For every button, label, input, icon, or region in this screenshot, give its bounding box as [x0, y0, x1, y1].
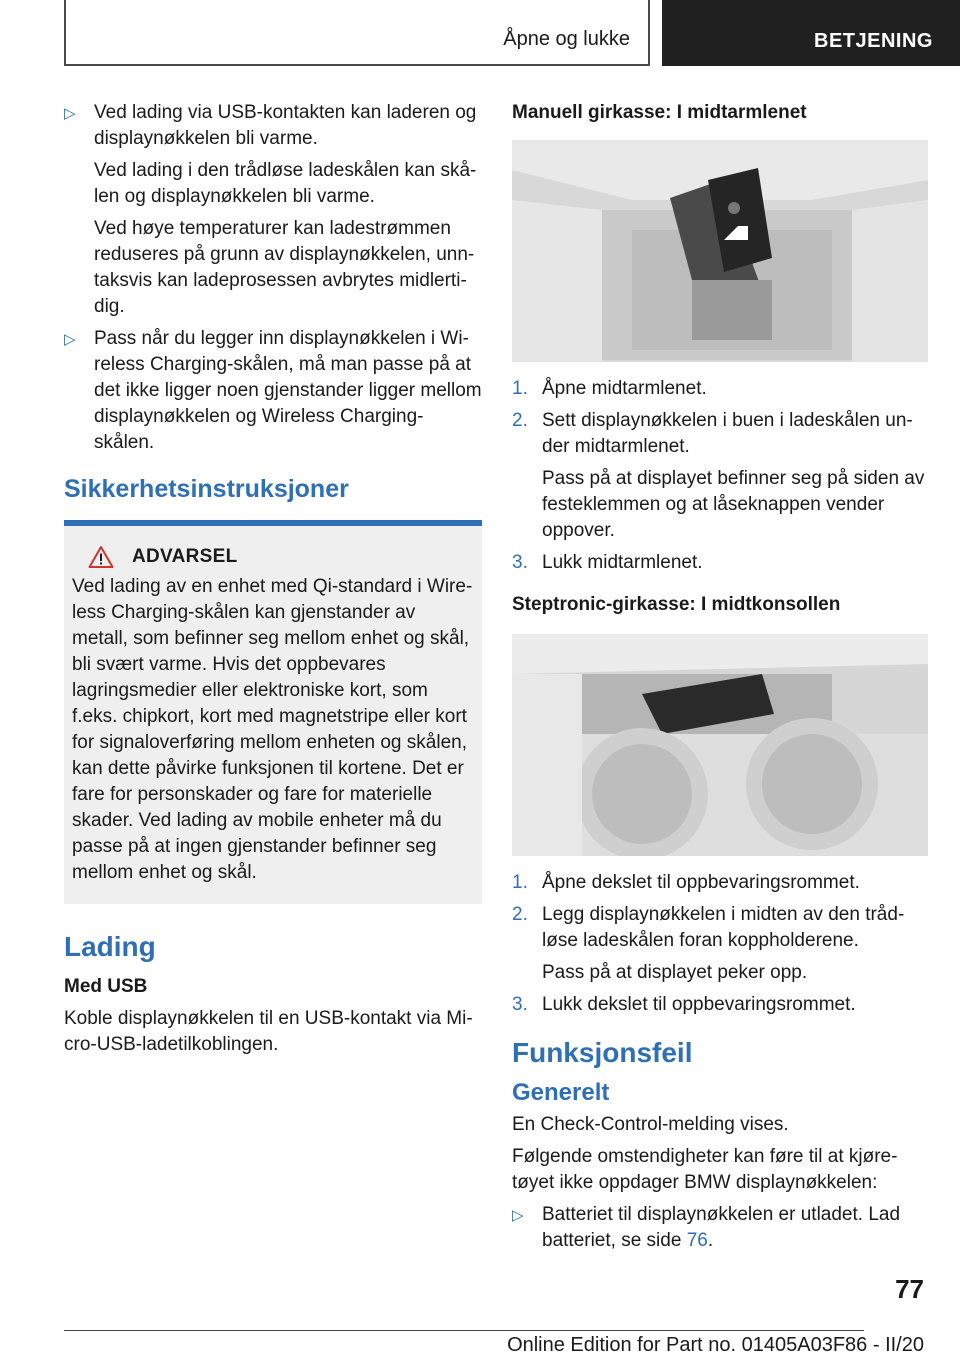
armrest-photo: [512, 140, 928, 362]
footer-divider: [64, 1330, 864, 1331]
steptronic-heading: Steptronic-girkasse: I midtkonsollen: [512, 594, 841, 615]
battery-text: Batteriet til displaynøkkelen er utladet. Lad batteriet, se side: [542, 1204, 901, 1251]
step-number: 2.: [512, 904, 528, 925]
left-column: [64, 100, 482, 1064]
step-number: 3.: [512, 994, 528, 1015]
page-number: 77: [895, 1274, 924, 1304]
manual-heading: Manuell girkasse: I midtarmlenet: [512, 102, 807, 123]
list-item: [64, 326, 482, 456]
paragraph: [542, 1202, 930, 1254]
safety-heading: Sikkerhetsinstruksjoner: [64, 475, 349, 503]
warning-title: ADVARSEL: [132, 546, 238, 567]
footer-edition: Online Edition for Part no. 01405A03F86 - II/20: [507, 1334, 924, 1356]
general-text-1: En Check-Control-melding vises.: [512, 1114, 789, 1135]
list-item: [64, 100, 482, 320]
paragraph: Åpne midtarmlenet.: [542, 378, 707, 399]
paragraph: Pass på at displayet peker opp.: [542, 962, 808, 983]
paragraph: Legg displaynøkkelen i midten av den trådløse ladeskålen foran koppholderene.: [542, 904, 905, 951]
header-section-title: Åpne og lukke: [503, 28, 630, 50]
warning-title-row: [72, 544, 474, 570]
lading-heading: Lading: [64, 931, 156, 962]
battery-text-end: .: [707, 1230, 714, 1251]
header-chapter-label: BETJENING: [814, 30, 933, 52]
console-photo: [512, 634, 928, 856]
list-item: [512, 902, 930, 986]
paragraph: Ved lading i den trådløse ladeskålen kan skålen og displaynøkkelen bli varme.: [94, 160, 477, 207]
warning-text: Ved lading av en enhet med Qi-standard i Wireless Charging-skålen kan gjenstander av metall, som befinner seg mellom enhet og skål, bli svært varme. Hvis det oppbevares lagringsmedier eller elektroniske kort, som f.eks. chipkort, kort med magnetstripe eller kort for signaloverføring mellom enheten og skålen, kan dette påvirke funksjonen til kortene. Det er fare for personskader og fare for materielle skader. Ved lading av mobile enheter må du passe på at ingen gjenstander befinner seg mellom enhet og skål.: [72, 576, 473, 883]
step-number: 1.: [512, 872, 528, 893]
paragraph: Ved lading via USB-kontakten kan laderen og displaynøkkelen bli varme.: [94, 102, 477, 149]
warning-box: [64, 520, 482, 904]
list-item: [512, 992, 930, 1018]
paragraph: Pass når du legger inn displaynøkkelen i Wireless Charging-skålen, må man passe på at det ikke ligger noen gjenstander ligger mellom displaynøkkelen og Wireless Charging-skålen.: [94, 328, 482, 453]
paragraph: Ved høye temperaturer kan ladestrømmen reduseres på grunn av displaynøkkelen, unntaksvis kan ladeprosessen avbrytes midlertidig.: [94, 218, 475, 317]
triangle-bullet-icon: ▷: [64, 331, 76, 348]
usb-heading: Med USB: [64, 976, 148, 997]
paragraph: Sett displaynøkkelen i buen i ladeskålen under midtarmlenet.: [542, 410, 913, 457]
list-item: [512, 408, 930, 544]
list-item: [512, 1202, 930, 1254]
step-number: 3.: [512, 552, 528, 573]
list-item: [512, 376, 930, 402]
paragraph: Lukk midtarmlenet.: [542, 552, 703, 573]
list-item: [512, 870, 930, 896]
paragraph: Pass på at displayet befinner seg på siden av festeklemmen og at låseknappen vender oppover.: [542, 468, 925, 541]
triangle-bullet-icon: ▷: [512, 1207, 524, 1224]
usb-text: Koble displaynøkkelen til en USB-kontakt via Micro-USB-ladetilkoblingen.: [64, 1008, 473, 1055]
triangle-bullet-icon: ▷: [64, 105, 76, 122]
step-number: 2.: [512, 410, 528, 431]
faults-heading: Funksjonsfeil: [512, 1037, 693, 1068]
general-text-2: Følgende omstendigheter kan føre til at kjøretøyet ikke oppdager BMW displaynøkkelen:: [512, 1146, 898, 1193]
right-column: [512, 100, 930, 1260]
list-item: [512, 550, 930, 576]
paragraph: Lukk dekslet til oppbevaringsrommet.: [542, 994, 856, 1015]
general-heading: Generelt: [512, 1079, 610, 1106]
header-chapter-tab: [662, 0, 960, 66]
warning-triangle-icon: [88, 545, 114, 569]
paragraph: Åpne dekslet til oppbevaringsrommet.: [542, 872, 860, 893]
page-link[interactable]: 76: [686, 1230, 708, 1251]
step-number: 1.: [512, 378, 528, 399]
